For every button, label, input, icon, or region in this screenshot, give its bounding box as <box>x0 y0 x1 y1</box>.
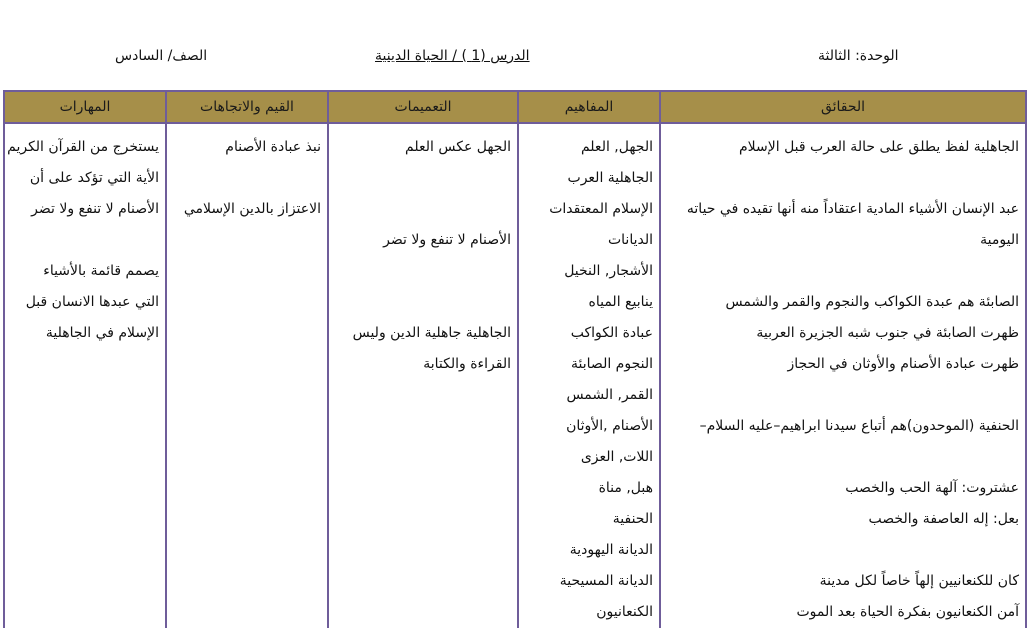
skills-cell <box>4 123 166 628</box>
concept-line: الأصنام ,الأوثان <box>566 418 653 434</box>
facts-list <box>661 124 1025 628</box>
concept-line: الجهل, العلم <box>580 139 653 155</box>
values-cell <box>166 123 328 628</box>
unit-title: الوحدة: الثالثة <box>818 48 899 64</box>
skills-list <box>5 124 165 349</box>
fact-line <box>661 163 1025 194</box>
fact-line: الجاهلية لفظ يطلق على حالة العرب قبل الإسلام <box>739 139 1019 155</box>
fact-line: آمن الكنعانيون بفكرة الحياة بعد الموت <box>796 604 1019 620</box>
fact-line <box>661 380 1025 411</box>
column-header-generalizations: التعميمات <box>328 91 518 123</box>
fact-line: كان للكنعانيين إلهاً خاصاً لكل مدينة <box>819 573 1019 589</box>
concept-line: هبل, مناة <box>598 480 653 496</box>
skill-line <box>5 225 165 256</box>
skill-line: التي عبدها الانسان قبل <box>25 294 159 310</box>
concept-line: اللات, العزى <box>580 449 653 465</box>
fact-line: اليومية <box>980 232 1019 248</box>
generalizations-cell <box>328 123 518 628</box>
concepts-list <box>519 124 659 628</box>
fact-line: بعل: إله العاصفة والخصب <box>868 511 1019 527</box>
fact-line: الحنفية (الموحدون)هم أتباع سيدنا ابراهيم–عليه السلام– <box>699 418 1019 434</box>
generalization-line: القراءة والكتابة <box>423 356 511 372</box>
concept-line: النجوم الصابئة <box>571 356 653 372</box>
values-list <box>167 124 327 225</box>
fact-line: ظهرت الصابئة في جنوب شبه الجزيرة العربية <box>756 325 1019 341</box>
value-line: نبذ عبادة الأصنام <box>225 139 321 155</box>
table-header-row <box>4 91 1026 123</box>
generalizations-list <box>329 124 517 380</box>
concept-line: عبادة الكواكب <box>570 325 653 341</box>
column-header-skills: المهارات <box>4 91 166 123</box>
concept-line: القمر, الشمس <box>566 387 653 403</box>
concept-line: ينابيع المياه <box>588 294 653 310</box>
concept-line: الديانة المسيحية <box>559 573 653 589</box>
generalization-line <box>329 163 517 194</box>
concept-line: الأشجار, النخيل <box>564 263 653 279</box>
concepts-cell <box>518 123 660 628</box>
generalization-line <box>329 256 517 287</box>
generalization-line <box>329 194 517 225</box>
grade-title: الصف/ السادس <box>115 48 208 64</box>
lesson-analysis-table <box>3 90 1027 628</box>
concept-line: الحنفية <box>612 511 653 527</box>
facts-cell <box>660 123 1026 628</box>
fact-line <box>661 535 1025 566</box>
skill-line: الأية التي تؤكد على أن <box>29 170 159 186</box>
fact-line: الصابئة هم عبدة الكواكب والنجوم والقمر والشمس <box>725 294 1019 310</box>
skill-line: يستخرج من القرآن الكريم <box>7 139 159 155</box>
generalization-line: الجهل عكس العلم <box>405 139 511 155</box>
column-header-concepts: المفاهيم <box>518 91 660 123</box>
concept-line: الديانات <box>607 232 653 248</box>
concept-line: الديانة اليهودية <box>569 542 653 558</box>
table-row <box>4 123 1026 628</box>
concept-line: الجاهلية العرب <box>567 170 653 186</box>
value-line: الاعتزاز بالدين الإسلامي <box>183 201 321 217</box>
fact-line: ظهرت عبادة الأصنام والأوثان في الحجاز <box>787 356 1019 372</box>
fact-line: عشتروت: آلهة الحب والخصب <box>845 480 1019 496</box>
concept-line: الكنعانيون <box>596 604 653 620</box>
skill-line: الأصنام لا تنفع ولا تضر <box>31 201 159 217</box>
skill-line: يصمم قائمة بالأشياء <box>43 263 159 279</box>
lesson-title: الدرس (1 ) / الحياة الدينية <box>375 48 530 64</box>
column-header-facts: الحقائق <box>660 91 1026 123</box>
skill-line: الإسلام في الجاهلية <box>45 325 159 341</box>
fact-line <box>661 256 1025 287</box>
fact-line: عبد الإنسان الأشياء المادية اعتقاداً منه أنها تقيده في حياته <box>686 201 1019 217</box>
column-header-values: القيم والاتجاهات <box>166 91 328 123</box>
concept-line: الإسلام المعتقدات <box>549 201 653 217</box>
generalization-line <box>329 287 517 318</box>
generalization-line: الأصنام لا تنفع ولا تضر <box>383 232 511 248</box>
value-line <box>167 163 327 194</box>
fact-line <box>661 442 1025 473</box>
generalization-line: الجاهلية جاهلية الدين وليس <box>352 325 511 341</box>
